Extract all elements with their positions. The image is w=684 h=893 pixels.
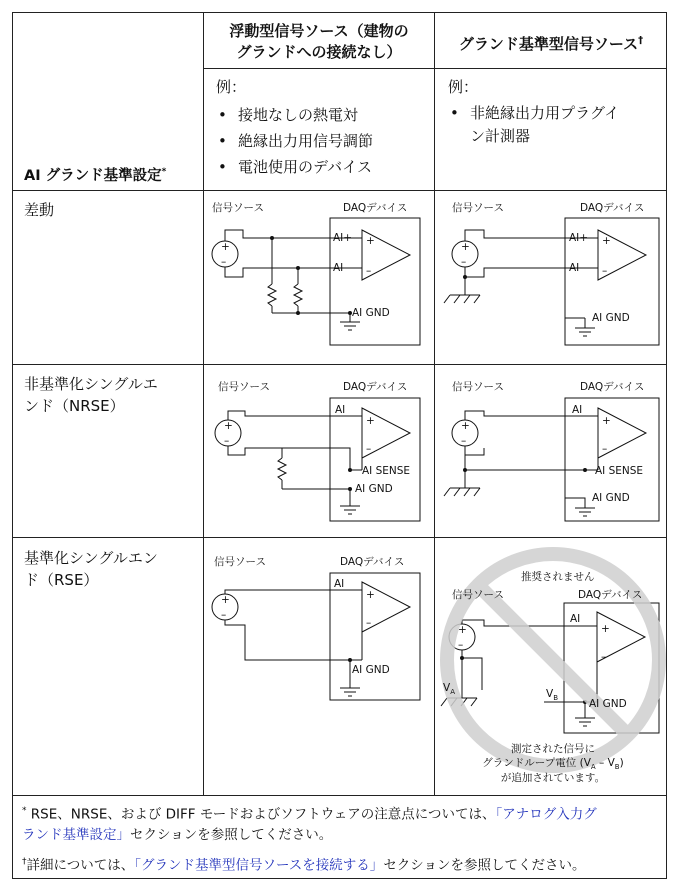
label-ai-gnd: AI GND bbox=[352, 664, 390, 676]
label-ai: AI bbox=[572, 404, 583, 416]
label-signal-source: 信号ソース bbox=[214, 556, 266, 568]
footnote-1-text: RSE、NRSE、および DIFF モードおよびソフトウェアの注意点については、 bbox=[26, 806, 496, 823]
diagram-diff-grounded bbox=[444, 218, 659, 345]
label-ai-gnd: AI GND bbox=[352, 307, 390, 319]
label-daq-device: DAQデバイス bbox=[340, 556, 405, 568]
label-plus: + bbox=[224, 420, 233, 432]
label-plus: + bbox=[602, 235, 611, 247]
prohibition-symbol bbox=[447, 554, 659, 766]
col1-header-mark: * bbox=[161, 167, 167, 177]
label-ai-gnd: AI GND bbox=[592, 492, 630, 504]
label-signal-source: 信号ソース bbox=[452, 381, 504, 393]
label-vb: $V_B$ bbox=[546, 688, 558, 702]
grounded-item-line2: ン計測器 bbox=[470, 127, 531, 145]
label-ai: AI bbox=[335, 404, 346, 416]
diagram-diff-floating bbox=[212, 218, 420, 345]
grounded-item-line1: 非絶縁出力用プラグイ bbox=[470, 104, 620, 122]
label-signal-source: 信号ソース bbox=[212, 202, 264, 214]
row-label-rse-line1: 基準化シングルエン bbox=[24, 549, 158, 567]
label-plus: + bbox=[601, 623, 610, 635]
diagram-rse-grounded bbox=[441, 603, 659, 733]
footnote-2-link[interactable]: 「グランド基準型信号ソースを接続する」 bbox=[134, 857, 384, 874]
label-signal-source: 信号ソース bbox=[452, 202, 504, 214]
row-label-nrse-line2: ンド（NRSE） bbox=[24, 397, 125, 415]
label-plus: + bbox=[461, 241, 470, 253]
diagram-rse-floating bbox=[212, 573, 420, 700]
label-daq-device: DAQデバイス bbox=[343, 381, 408, 393]
footnote-2-text: 詳細については、 bbox=[26, 857, 135, 874]
floating-examples-label: 例： bbox=[216, 78, 247, 96]
label-ai: AI bbox=[334, 578, 345, 590]
label-plus: + bbox=[602, 415, 611, 427]
label-va: $V_A$ bbox=[443, 682, 455, 696]
footnote-1 bbox=[22, 801, 662, 845]
label-ai-gnd: AI GND bbox=[592, 312, 630, 324]
footnote-1-post: セクションを参照してください。 bbox=[130, 826, 333, 843]
label-ai-minus: AI– bbox=[569, 262, 585, 274]
label-plus: + bbox=[366, 235, 375, 247]
label-ai: AI bbox=[570, 613, 581, 625]
row-label-nrse-line1: 非基準化シングルエ bbox=[24, 375, 158, 393]
label-minus: – bbox=[221, 256, 227, 268]
grounded-examples-label: 例： bbox=[448, 78, 479, 96]
label-minus: – bbox=[366, 443, 372, 455]
label-daq-device: DAQデバイス bbox=[343, 202, 408, 214]
label-ai-sense: AI SENSE bbox=[595, 465, 644, 477]
label-ai-plus: AI+ bbox=[569, 232, 589, 244]
row-label-differential: 差動 bbox=[24, 201, 55, 219]
col2-header-line1: 浮動型信号ソース（建物の bbox=[229, 22, 409, 40]
list-item: • 電池使用のデバイス bbox=[216, 154, 373, 180]
label-signal-source: 信号ソース bbox=[218, 381, 270, 393]
footnote-1-link-part1: 「アナログ入力グ bbox=[495, 806, 597, 823]
col1-header-text: AI グランド基準設定 bbox=[24, 167, 162, 184]
col2-header-line2: グランドへの接続なし） bbox=[236, 43, 402, 61]
label-minus: – bbox=[458, 639, 464, 651]
label-minus: – bbox=[366, 617, 372, 629]
label-plus: + bbox=[221, 241, 230, 253]
daq-box bbox=[330, 573, 420, 700]
label-plus: + bbox=[458, 624, 467, 636]
label-plus: + bbox=[366, 415, 375, 427]
footnote-2-mark: † bbox=[22, 857, 27, 867]
label-minus: – bbox=[221, 609, 227, 621]
diagram-text-labels bbox=[212, 201, 644, 784]
label-signal-source: 信号ソース bbox=[452, 589, 504, 601]
label-minus: – bbox=[224, 435, 230, 447]
list-item: • 絶縁出力用信号調節 bbox=[216, 128, 373, 154]
label-ai-gnd: AI GND bbox=[355, 483, 393, 495]
label-ai-sense: AI SENSE bbox=[362, 465, 411, 477]
col3-header-text: グランド基準型信号ソース bbox=[458, 35, 639, 53]
label-ai-gnd: AI GND bbox=[589, 698, 627, 710]
diagram-nrse-floating bbox=[215, 398, 420, 521]
label-minus: – bbox=[602, 443, 608, 455]
label-measured-line2: グランドループ電位 $(V_A - V_B)$ bbox=[482, 757, 624, 771]
label-plus: + bbox=[366, 589, 375, 601]
label-minus: – bbox=[461, 256, 467, 268]
list-item: • 接地なしの熱電対 bbox=[216, 102, 373, 128]
list-item: • 非絶縁出力用プラグイ ン計測器 bbox=[448, 102, 619, 148]
label-minus: – bbox=[602, 265, 608, 277]
label-minus: – bbox=[461, 435, 467, 447]
footnote-1-link-part2: ランド基準設定」 bbox=[22, 826, 130, 843]
col3-header-mark: † bbox=[638, 35, 644, 46]
label-minus: – bbox=[601, 651, 607, 663]
label-daq-device: DAQデバイス bbox=[580, 202, 645, 214]
label-ai-plus: AI+ bbox=[333, 232, 353, 244]
label-measured-line1: 測定された信号に bbox=[511, 743, 595, 755]
label-plus: + bbox=[461, 420, 470, 432]
footnote-2 bbox=[22, 852, 586, 876]
label-minus: – bbox=[366, 265, 372, 277]
label-plus: + bbox=[221, 594, 230, 606]
footnote-1-mark: * bbox=[22, 806, 27, 816]
label-ai-minus: AI– bbox=[333, 262, 349, 274]
label-measured-line3: が追加されています。 bbox=[500, 772, 606, 784]
footnote-2-post: セクションを参照してください。 bbox=[383, 857, 586, 874]
label-not-recommended: 推奨されません bbox=[521, 571, 595, 583]
label-daq-device: DAQデバイス bbox=[578, 589, 643, 601]
row-label-rse-line2: ド（RSE） bbox=[24, 571, 99, 589]
label-daq-device: DAQデバイス bbox=[580, 381, 645, 393]
